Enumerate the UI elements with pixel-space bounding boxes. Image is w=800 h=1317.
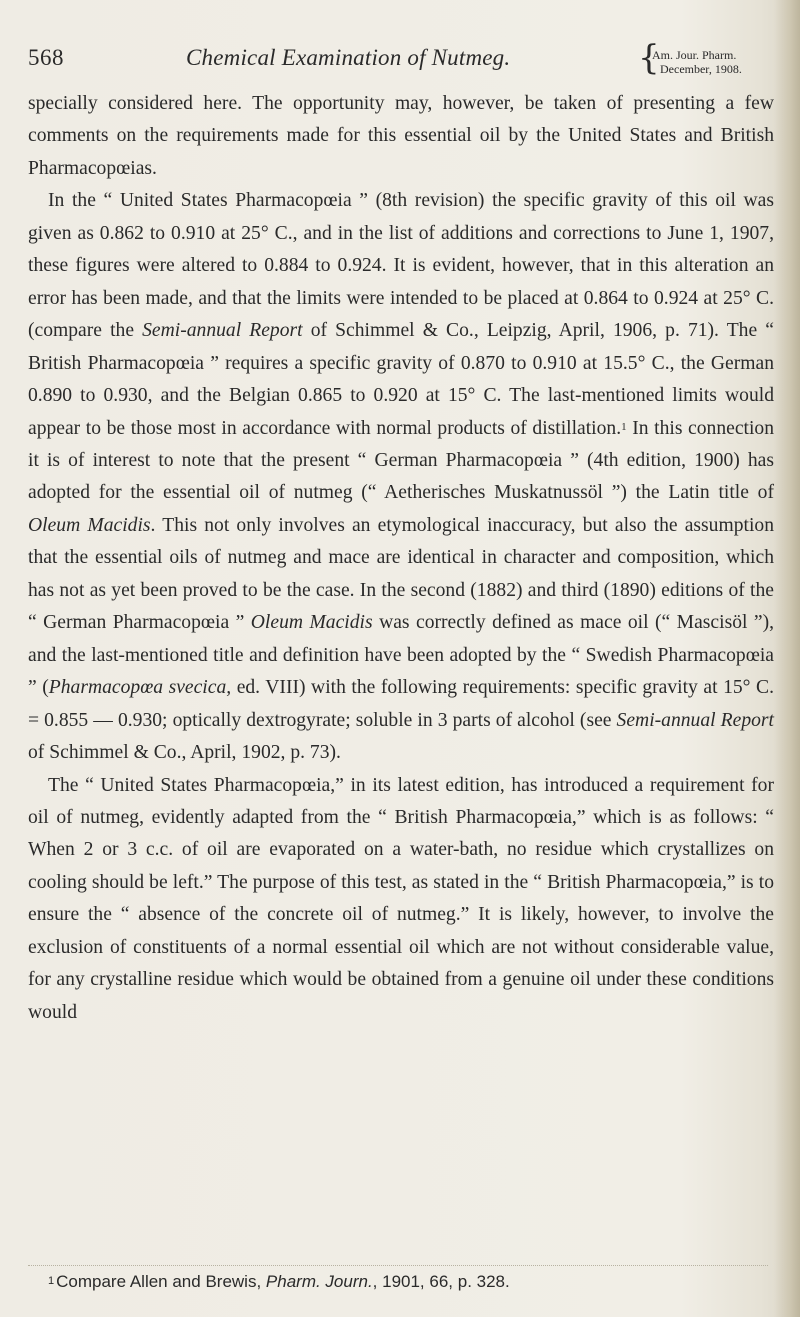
- page-number: 568: [28, 45, 64, 70]
- footnote: [48, 1270, 768, 1294]
- footnote-divider: [28, 1265, 768, 1266]
- body-text: [28, 88, 774, 1029]
- italic-text: Pharmacopœa svecica,: [48, 677, 232, 699]
- italic-text: Semi-annual Report: [616, 709, 774, 731]
- paragraph-text: of Schimmel & Co., April, 1902, p. 73).: [28, 742, 341, 764]
- journal-reference: [638, 38, 788, 81]
- footnote-mark: 1: [48, 1275, 55, 1287]
- journal-date: December, 1908.: [660, 62, 742, 76]
- footnote-reference: 1: [621, 420, 627, 433]
- paragraph-text: specially considered here. The opportunity may, however, be taken of presenting a few comments on the requirements made for this essential oil by the United States and British Pharmacopœias.: [28, 93, 774, 179]
- italic-text: Oleum Macidis: [250, 612, 373, 634]
- paragraph-text: In the “ United States Pharmacopœia ” (8th revision) the specific gravity of this oil was given as 0.862 to 0.910 at 25° C., and in the list of additions and corrections to June 1, 1907, these figures were altered to 0.884 to 0.924. It is evident, however, that in this alteration an error has been made, and that the limits were intended to be placed at 0.864 to 0.924 at 25° C. (compare the: [28, 190, 774, 342]
- footnote-journal-title: Pharm. Journ.: [265, 1272, 373, 1291]
- page-edge-shadow: [774, 0, 800, 1317]
- paragraph-text: . This not only involves an etymological inaccuracy, but also the assumption that the essential oils of nutmeg and mace are identical in character and composition, which has not as yet been proved to be the case. In the second (1882) and third (1890) editions of the “ German Pharmacopœia ”: [28, 514, 774, 634]
- paragraph: [28, 770, 774, 1030]
- italic-text: Semi-annual Report: [142, 320, 303, 342]
- paragraph-text: ed. VIII) with the following requirements: specific gravity at 15° C. = 0.855 — 0.930; optically dextrogyrate; soluble in 3 parts of alcohol (see: [28, 677, 775, 731]
- paragraph-text: The “ United States Pharmacopœia,” in its latest edition, has introduced a requirement for oil of nutmeg, evidently adapted from the “ British Pharmacopœia,” which is as follows: “ When 2 or 3 c.c. of oil are evaporated on a water-bath, no residue which crystallizes on cooling should be left.” The purpose of this test, as stated in the “ British Pharmacopœia,” is to ensure the “ absence of the concrete oil of nutmeg.” It is likely, however, to involve the exclusion of constituents of a normal essential oil which are not without considerable value, for any crystalline residue which would be obtained from a genuine oil under these conditions would: [28, 774, 774, 1023]
- brace-glyph: {: [638, 38, 660, 78]
- footnote-text-after: , 1901, 66, p. 328.: [372, 1272, 510, 1291]
- paragraph-text: of Schimmel & Co., Leipzig, April, 1906, p. 71). The “ British Pharmacopœia ” requires a specific gravity of 0.870 to 0.910 at 15.5° C., the German 0.890 to 0.930, and the Belgian 0.865 to 0.920 at 15° C. The last-mentioned limits would appear to be those most in accordance with normal products of distillation.: [28, 320, 774, 439]
- footnote-text-before: Compare Allen and Brewis,: [56, 1272, 266, 1291]
- paragraph-text: In this connection it is of interest to note that the present “ German Pharmacopœia ” (4th edition, 1900) has adopted for the essential oil of nutmeg (“ Aetherisches Muskatnussöl ”) the Latin title of: [28, 417, 774, 504]
- paragraph: [28, 88, 774, 185]
- italic-text: Oleum Macidis: [28, 514, 151, 536]
- running-title: Chemical Examination of Nutmeg.: [186, 45, 511, 70]
- paragraph-text: was correctly defined as mace oil (“ Mascisöl ”), and the last-mentioned title and definition have been adopted by the “ Swedish Pharmacopœia ” (: [28, 612, 775, 699]
- page-header: [28, 38, 768, 85]
- journal-name: Am. Jour. Pharm.: [652, 48, 737, 62]
- paragraph: [28, 185, 774, 769]
